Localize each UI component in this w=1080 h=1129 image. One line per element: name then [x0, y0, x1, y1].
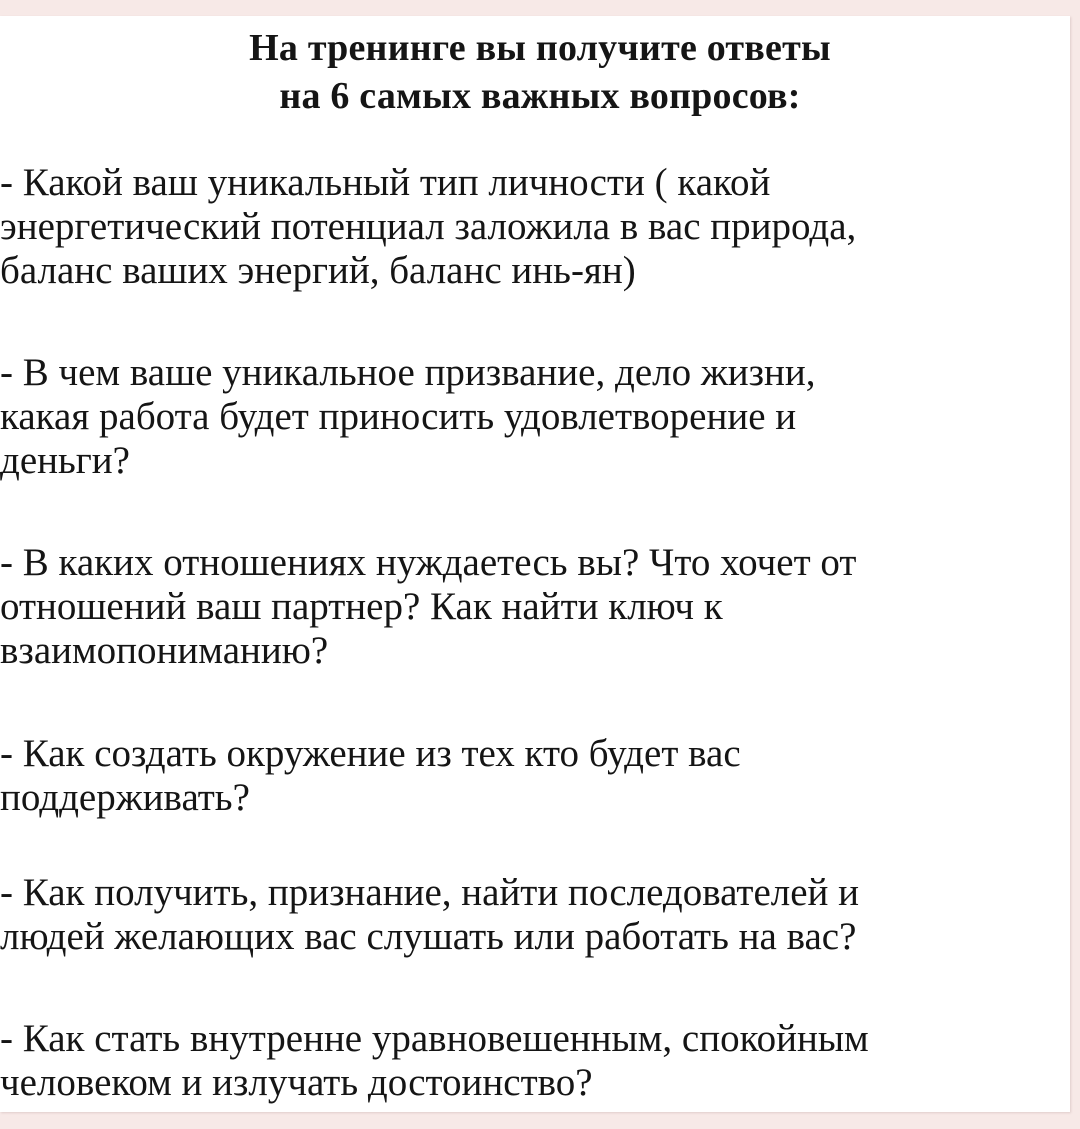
question-line: - Как создать окружение из тех кто будет вас — [0, 732, 741, 775]
question-item — [0, 871, 1070, 959]
question-line: какая работа будет приносить удовлетворение и — [0, 395, 797, 438]
question-item — [0, 351, 1070, 483]
text-card — [0, 16, 1070, 1112]
question-item — [0, 541, 1070, 673]
question-line: отношений ваш партнер? Как найти ключ к — [0, 585, 723, 628]
question-item — [0, 732, 1070, 820]
question-line: баланс ваших энергий, баланс инь-ян) — [0, 249, 636, 292]
question-item — [0, 1017, 1070, 1105]
question-line: поддерживать? — [0, 776, 250, 819]
title-line: На тренинге вы получите ответы — [249, 27, 831, 69]
question-line: взаимопониманию? — [0, 629, 329, 672]
question-line: человеком и излучать достоинство? — [0, 1061, 593, 1104]
question-line: людей желающих вас слушать или работать на вас? — [0, 915, 857, 958]
question-line: энергетический потенциал заложила в вас природа, — [0, 205, 857, 248]
question-line: - В каких отношениях нуждаетесь вы? Что хочет от — [0, 541, 857, 584]
page-title — [0, 24, 1070, 120]
question-line: деньги? — [0, 439, 130, 482]
question-line: - Какой ваш уникальный тип личности ( какой — [0, 161, 771, 204]
question-line: - Как стать внутренне уравновешенным, спокойным — [0, 1017, 869, 1060]
question-line: - В чем ваше уникальное призвание, дело жизни, — [0, 351, 816, 394]
question-item — [0, 161, 1070, 293]
question-line: - Как получить, признание, найти последователей и — [0, 871, 860, 914]
title-line: на 6 самых важных вопросов: — [279, 75, 801, 117]
